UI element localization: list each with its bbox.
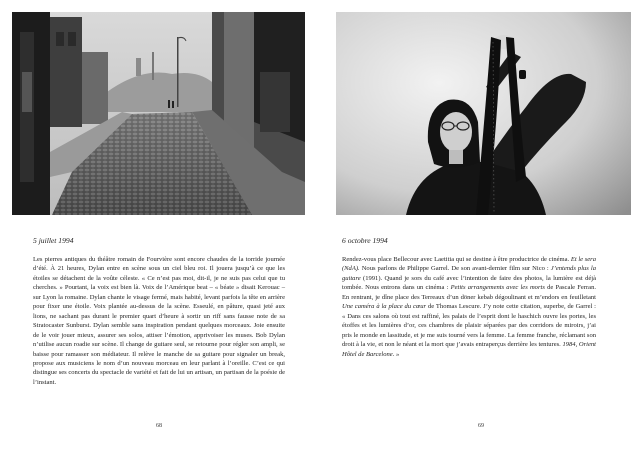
entry-text — [342, 255, 596, 359]
portrait-scene-image — [336, 12, 631, 215]
text-run: de Thomas Lescure. J’y note cette citation, superbe, de Garrel : « Dans ces salons où tout est raffiné, les palais de l’esprit dont le haschich ouvre les portes, les étoffes et les lumières d’or, ces chambres de plaisir séparées par des corridors de miroirs, j’ai pris le monde en lassitude, et je me suis tourné vers la femme. La femme franche, réclamant son droit à la vie, et non le néant et la mort que j’avais entraperçus derrière les tentures. — [342, 303, 597, 349]
entry-paragraph — [342, 255, 596, 359]
page-number: 69 — [478, 423, 484, 429]
text-run: (1991). Quand je sors du café avec l’intention de faire des photos, la lumière est déjà tombée. Nous entrons dans un cinéma : — [342, 274, 596, 292]
text-run: . » — [392, 350, 400, 358]
text-run: de Pascale Ferran. En rentrant, je dîne place des Terreaux d’un döner kebab dégoulinant et m’endors en feuilletant — [342, 284, 596, 301]
italic-run: Une caméra à la place du cœur — [342, 303, 427, 311]
entry-text — [33, 255, 285, 387]
italic-run: 1984, Orient Hôtel de Barcelone — [342, 341, 596, 358]
page-number: 68 — [156, 423, 162, 429]
street-scene-image — [12, 12, 305, 215]
entry-date: 6 octobre 1994 — [342, 236, 388, 245]
street-photograph — [12, 12, 305, 215]
italic-run: Et le sera (NdA). — [342, 256, 596, 273]
portrait-photograph — [336, 12, 631, 215]
entry-paragraph — [33, 255, 285, 387]
italic-run: Petits arrangements avec les morts — [450, 284, 545, 292]
text-run: Les pierres antiques du théâtre romain de Fourvière sont encore chaudes de la torride journée d’été. À 21 heures, Dylan entre en scène sous un ciel bleu roi. Il jouera jusqu’à ce que les étoiles se détachent de la voûte céleste. « Ce n’est pas moi, dit-il, je ne suis pas celui que tu cherches. » Pourtant, la voix est bien là. Voix de l’Amérique beat – « béate » disait Kerouac – sur Lyon la romaine. Dylan chante le visage fermé, mais habité, levant parfois la tête en arrière pour fixer une étoile. Voix plantée au-dessus de la scène. Esseulé, en pâture, quasi jeté aux lions, ne sachant pas durant le premier quart d’heure à sortir un riff sans fausse note de sa Stratocaster Sunburst. Dylan semble sans inspiration pendant quelques morceaux. Joie ensuite de le voir jouer mieux, assurer ses solos, attiser l’émotion, apprivoiser les muses. Bob Dylan n’utilise aucun roadie sur scène. Il change de guitare seul, se retourne pour régler son ampli, se baisse pour ramasser son médiateur. Il relève le manche de sa guitare pour signaler un break, propose aux musiciens le nom d’un nouveau morceau en leur parlant à l’oreille. C’est ce qui distingue ses concerts du spectacle de variété et fait de lui un artisan, un partisan de la poésie de l’instant. — [33, 256, 285, 386]
italic-run: J’entends plus la guitare — [342, 265, 596, 282]
text-run: Rendez-vous place Bellecour avec Laetitia qui se destine à être productrice de cinéma. — [342, 256, 571, 263]
text-run: Nous parlons de Philippe Garrel. De son avant-dernier film sur Nico : — [359, 265, 551, 273]
entry-date: 5 juillet 1994 — [33, 236, 74, 245]
